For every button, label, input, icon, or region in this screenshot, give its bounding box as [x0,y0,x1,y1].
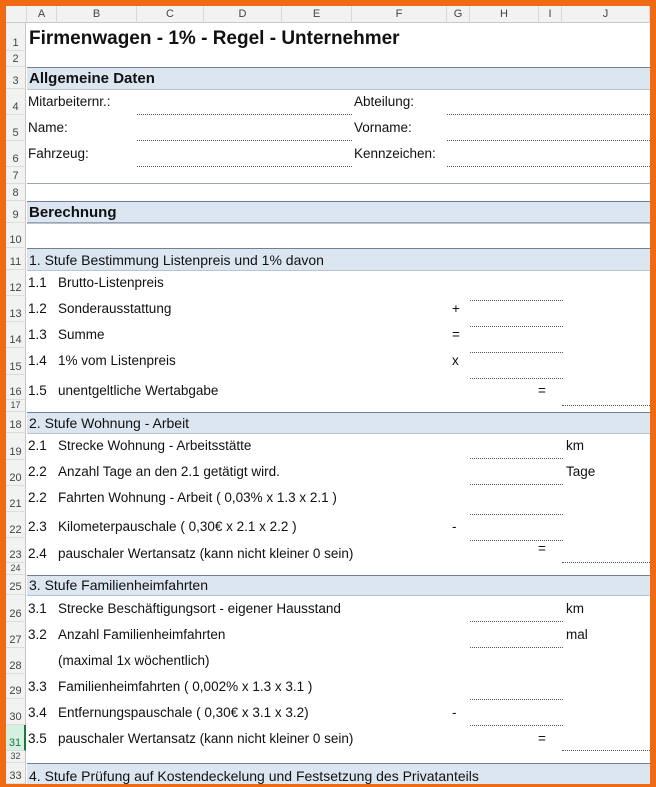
item-number: 3.1 [28,601,47,616]
divider [27,183,650,184]
row-header[interactable]: 27 [6,622,26,648]
unit: mal [566,627,588,642]
row-header[interactable]: 6 [6,141,26,167]
row-header[interactable]: 3 [6,67,26,89]
result-field[interactable] [562,405,650,406]
column-header-e[interactable]: E [282,6,352,23]
divider [27,222,650,223]
value-field[interactable] [470,699,563,700]
row-header[interactable]: 5 [6,115,26,141]
stage3-heading: 3. Stufe Familienheimfahrten [29,577,208,593]
value-field[interactable] [470,326,563,327]
item-label: Strecke Wohnung - Arbeitsstätte [58,438,252,453]
row-header[interactable]: 17 [6,400,26,412]
section-general [27,67,650,90]
item-label: Kilometerpauschale ( 0,30€ x 2.1 x 2.2 ) [58,519,297,534]
row-header[interactable]: 2 [6,51,26,67]
name-field[interactable] [137,140,352,141]
value-field[interactable] [470,647,563,648]
item-number: 1.4 [28,353,47,368]
item-label: Entfernungspauschale ( 0,30€ x 3.1 x 3.2) [58,705,309,720]
item-label: pauschaler Wertansatz (kann nicht kleiner 0 sein) [58,731,354,746]
row-header[interactable]: 16 [6,375,26,400]
item-number: 2.4 [28,546,47,561]
plate-field[interactable] [447,166,650,167]
row-header[interactable]: 25 [6,575,26,595]
row-header[interactable]: 7 [6,167,26,184]
operator: + [452,301,460,316]
section-calculation [27,201,650,224]
value-field[interactable] [470,378,563,379]
page-title: Firmenwagen - 1% - Regel - Unternehmer [29,28,400,49]
row-header[interactable]: 32 [6,751,26,763]
row-header-selected[interactable]: 31 [6,725,26,751]
value-field[interactable] [470,540,563,541]
operator: - [452,519,457,534]
value-field[interactable] [470,458,563,459]
vehicle-field[interactable] [137,166,352,167]
section-general-heading: Allgemeine Daten [29,70,155,87]
spreadsheet [6,6,650,784]
item-label: Anzahl Tage an den 2.1 getätigt wird. [58,464,280,479]
stage4-heading: 4. Stufe Prüfung auf Kostendeckelung und Festsetzung des Privatanteils [29,768,479,784]
stage1-heading: 1. Stufe Bestimmung Listenpreis und 1% davon [29,252,324,268]
item-number: 2.3 [28,519,47,534]
item-label: Anzahl Familienheimfahrten [58,627,226,642]
column-header-a[interactable]: A [27,6,57,23]
stage1-band [27,248,650,271]
row-header[interactable]: 20 [6,460,26,486]
row-header[interactable]: 1 [6,23,26,51]
column-header-c[interactable]: C [137,6,204,23]
stage2-band [27,412,650,434]
item-label: pauschaler Wertansatz (kann nicht kleiner 0 sein) [58,546,354,561]
row-header[interactable]: 33 [6,763,26,784]
item-note: (maximal 1x wöchentlich) [58,653,210,668]
department-label: Abteilung: [354,94,415,109]
row-header[interactable]: 23 [6,538,26,563]
value-field[interactable] [470,725,563,726]
item-number: 1.3 [28,327,47,342]
row-header[interactable]: 21 [6,486,26,512]
row-header[interactable]: 13 [6,296,26,322]
result-field[interactable] [562,562,650,563]
row-header[interactable]: 19 [6,433,26,460]
item-number: 1.2 [28,301,47,316]
item-number: 2.2 [28,464,47,479]
operator: x [452,353,459,368]
value-field[interactable] [470,300,563,301]
row-header[interactable]: 28 [6,648,26,674]
row-header[interactable]: 24 [6,563,26,575]
employee-no-label: Mitarbeiternr.: [28,94,111,109]
row-header[interactable]: 22 [6,512,26,538]
vehicle-label: Fahrzeug: [28,146,89,161]
item-number: 3.2 [28,627,47,642]
item-label: unentgeltliche Wertabgabe [58,383,219,398]
employee-no-field[interactable] [137,114,352,115]
first-name-field[interactable] [447,140,650,141]
row-header[interactable]: 29 [6,674,26,699]
row-header[interactable]: 12 [6,270,26,296]
row-header[interactable]: 15 [6,348,26,375]
stage2-heading: 2. Stufe Wohnung - Arbeit [29,415,190,431]
item-label: Sonderausstattung [58,301,172,316]
row-header[interactable]: 14 [6,322,26,348]
value-field[interactable] [470,514,563,515]
row-header[interactable]: 11 [6,248,26,270]
result-field[interactable] [562,750,650,751]
plate-label: Kennzeichen: [354,146,436,161]
column-header-g[interactable]: G [447,6,470,23]
column-header-d[interactable]: D [204,6,282,23]
first-name-label: Vorname: [354,120,412,135]
operator: = [538,731,546,746]
row-header[interactable]: 10 [6,223,26,248]
operator: = [452,327,460,342]
item-number: 3.3 [28,679,47,694]
item-number: 1.1 [28,275,47,290]
item-number: 3.4 [28,705,47,720]
name-label: Name: [28,120,68,135]
row-header[interactable]: 26 [6,595,26,622]
department-field[interactable] [447,114,650,115]
column-header-j[interactable]: J [562,6,650,23]
item-number: 2.2 [28,490,47,505]
column-header-i[interactable]: I [539,6,562,23]
item-label: Familienheimfahrten ( 0,002% x 1.3 x 3.1 ) [58,679,313,694]
item-number: 3.5 [28,731,47,746]
value-field[interactable] [470,352,563,353]
column-header-f[interactable]: F [352,6,447,23]
row-header[interactable]: 30 [6,699,26,725]
operator: = [538,383,546,398]
item-label: Brutto-Listenpreis [58,275,164,290]
item-label: Summe [58,327,105,342]
item-label: Fahrten Wohnung - Arbeit ( 0,03% x 1.3 x 2.1 ) [58,490,337,505]
stage3-band [27,575,650,596]
item-label: Strecke Beschäftigungsort - eigener Hausstand [58,601,341,616]
column-header-h[interactable]: H [470,6,539,23]
item-number: 2.1 [28,438,47,453]
section-calculation-heading: Berechnung [29,204,117,221]
unit: km [566,601,584,616]
unit: km [566,438,584,453]
row-header[interactable]: 18 [6,412,26,433]
row-header[interactable]: 4 [6,89,26,115]
operator: = [538,541,546,556]
item-number: 1.5 [28,383,47,398]
corner-cell[interactable] [6,6,27,23]
item-label: 1% vom Listenpreis [58,353,176,368]
row-header[interactable]: 8 [6,184,26,201]
stage4-band [27,763,650,784]
operator: - [452,705,457,720]
value-field[interactable] [470,621,563,622]
column-header-b[interactable]: B [57,6,137,23]
unit: Tage [566,464,596,479]
row-header[interactable]: 9 [6,201,26,223]
value-field[interactable] [470,484,563,485]
